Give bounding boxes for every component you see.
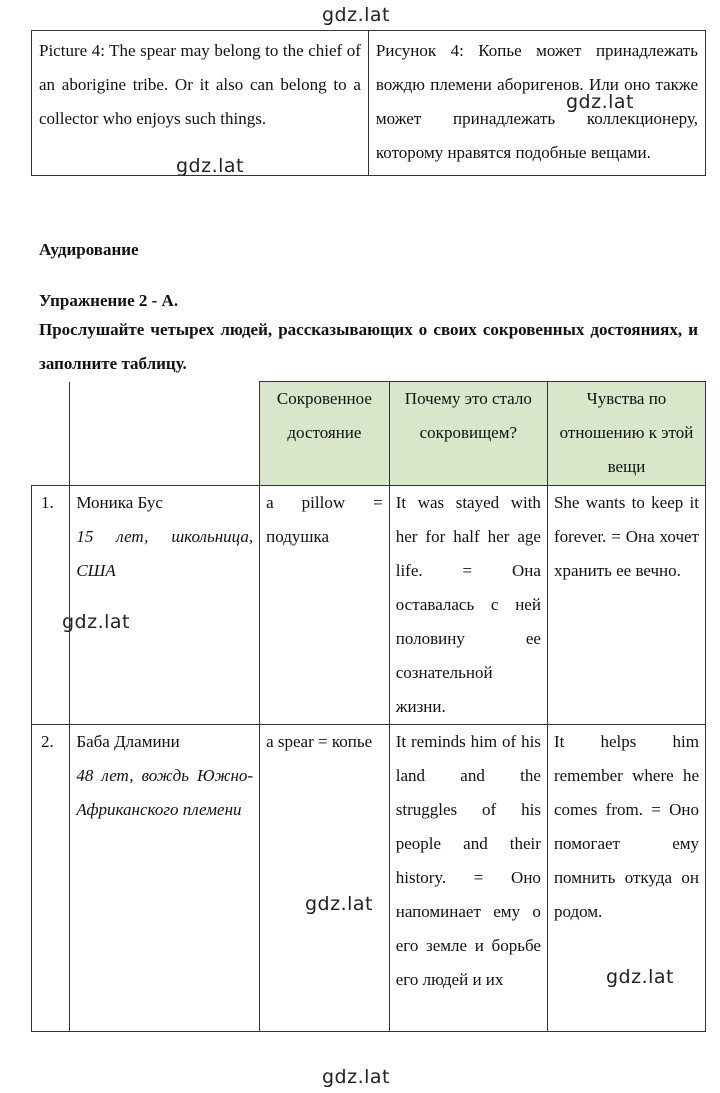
empty-corner xyxy=(32,382,70,486)
english-text: Picture 4: The spear may belong to the chief of an aborigine tribe. Or it also can belong to a collector who enjoys such things. xyxy=(32,31,369,176)
person-details: 15 лет, школьница, США xyxy=(76,527,254,580)
treasures-table xyxy=(31,381,706,1032)
person-cell xyxy=(70,486,260,725)
why-cell xyxy=(389,725,547,1032)
header-why: Почему это стало сокровищем? xyxy=(389,382,547,486)
watermark: gdz.lat xyxy=(62,611,131,633)
row-number: 2. xyxy=(32,725,70,1032)
table-row xyxy=(32,486,706,725)
person-cell xyxy=(70,725,260,1032)
person-name: Моника Бус xyxy=(76,493,163,512)
exercise-title: Упражнение 2 - А. xyxy=(39,291,179,310)
why-text: It reminds him of his land and the struggles of his people and their history. = Оно напоминает ему о его земле и борьбе его людей и их xyxy=(395,732,541,989)
row-number: 1. xyxy=(32,486,70,725)
russian-text: Рисунок 4: Копье может принадлежать вождю племени аборигенов. Или оно также может принадлежать коллекционеру, которому нравятся подобные вещами. xyxy=(368,31,705,176)
watermark: gdz.lat xyxy=(566,91,635,113)
header-treasure: Сокровенное достояние xyxy=(260,382,390,486)
exercise-instruction: Прослушайте четырех людей, рассказывающих о своих сокровенных достояниях, и заполните таблицу. xyxy=(39,320,698,373)
why-cell: It was stayed with her for half her age life. = Она оставалась с ней половину ее сознательной жизни. xyxy=(389,486,547,725)
translation-table xyxy=(31,30,706,176)
feelings-cell: She wants to keep it forever. = Она хочет хранить ее вечно. xyxy=(547,486,705,725)
watermark: gdz.lat xyxy=(606,966,675,988)
header-feelings: Чувства по отношению к этой вещи xyxy=(547,382,705,486)
empty-corner xyxy=(70,382,260,486)
table-row xyxy=(32,725,706,1032)
watermark-top: gdz.lat xyxy=(322,4,391,26)
treasure-cell: a spear = копье xyxy=(260,725,390,1032)
watermark: gdz.lat xyxy=(176,155,245,177)
person-details: 48 лет, вождь Южно-Африканского племени xyxy=(76,766,254,819)
person-name: Баба Дламини xyxy=(76,732,180,751)
treasure-cell: a pillow = подушка xyxy=(260,486,390,725)
section-heading: Аудирование xyxy=(39,240,139,259)
watermark: gdz.lat xyxy=(305,893,374,915)
watermark-bottom: gdz.lat xyxy=(322,1066,391,1088)
feelings-cell: It helps him remember where he comes from. = Оно помогает ему помнить откуда он родом. xyxy=(547,725,705,1032)
